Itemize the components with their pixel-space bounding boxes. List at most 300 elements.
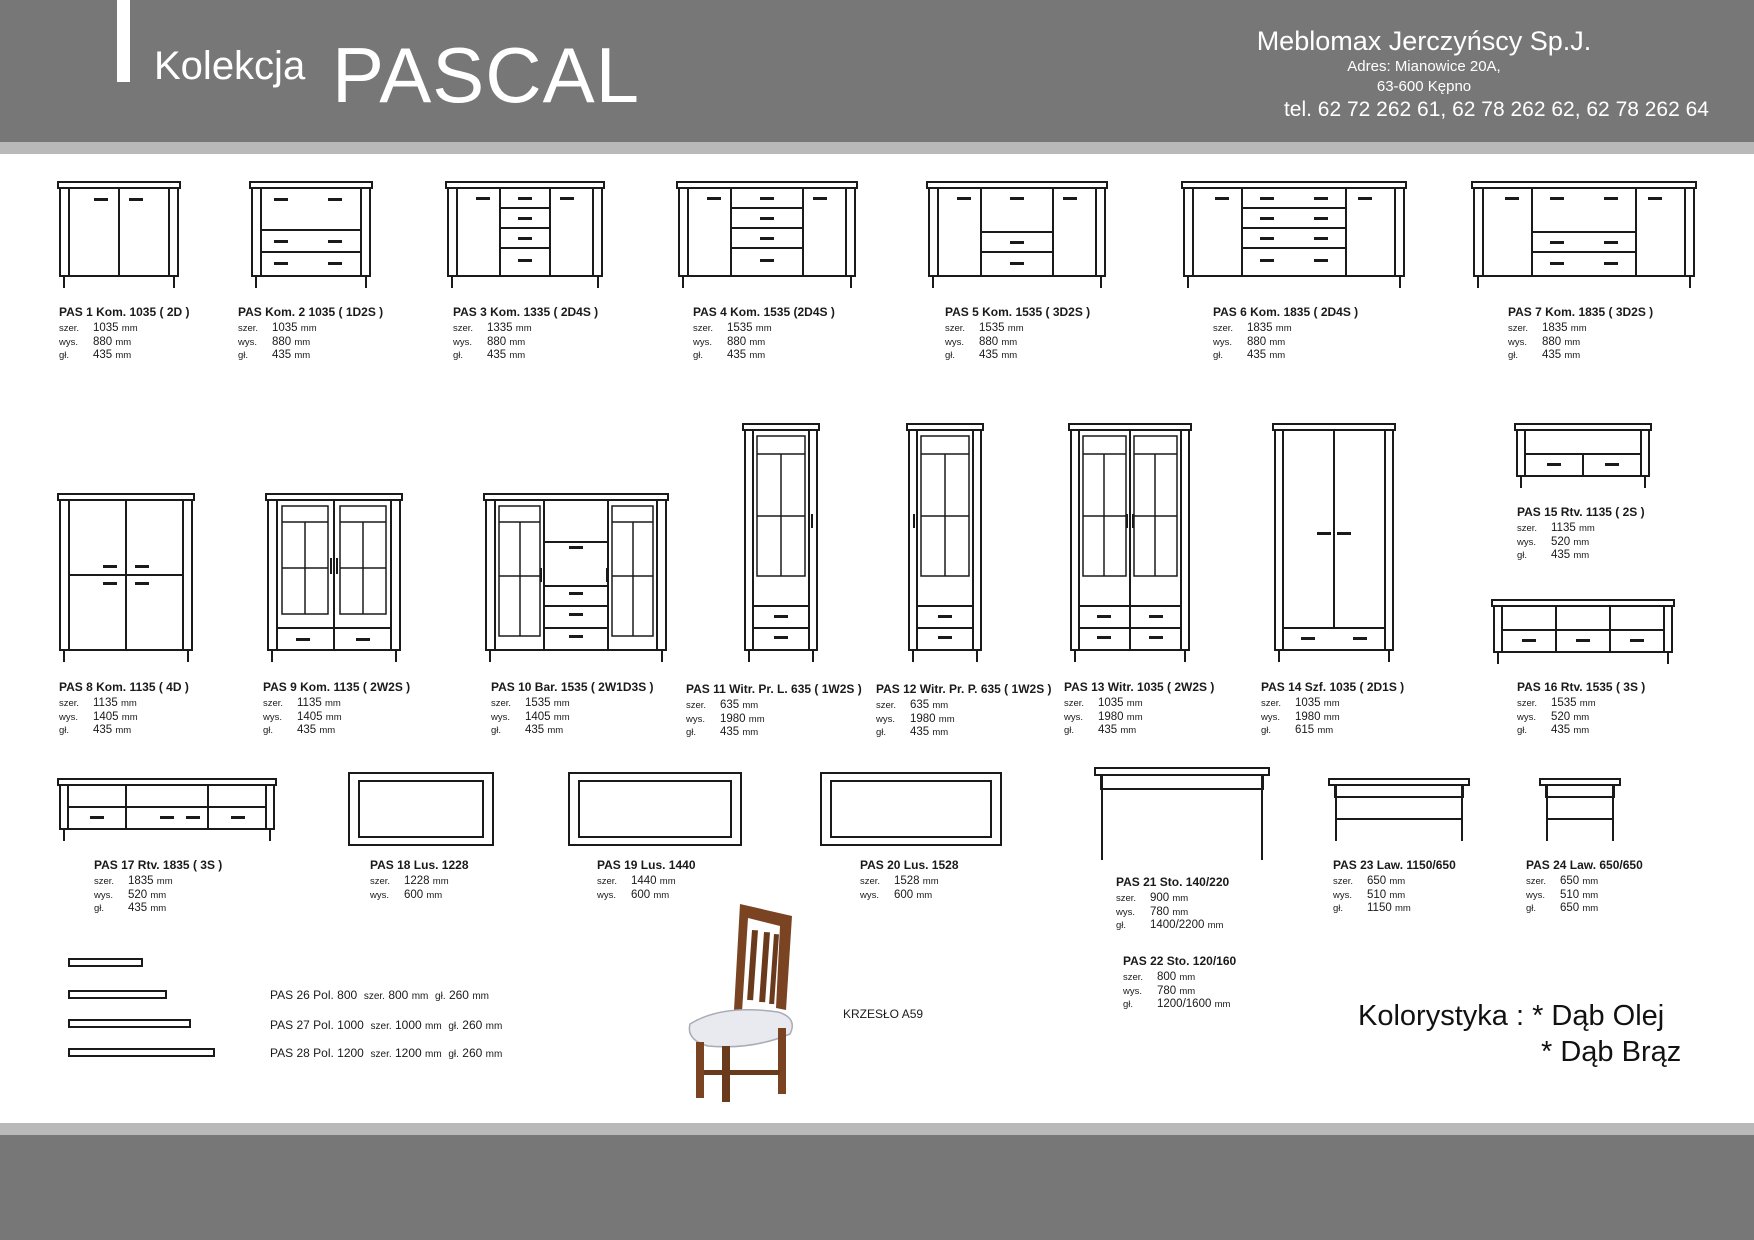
- spec-unit: mm: [324, 698, 341, 709]
- product-spec-w: [1508, 322, 1653, 336]
- shelf-27-name: PAS 27 Pol. 1000: [270, 1018, 364, 1032]
- product-name: PAS 11 Witr. Pr. L. 635 ( 1W2S ): [686, 682, 862, 696]
- spec-label: gł.: [263, 725, 274, 736]
- spec-label: wys.: [491, 711, 510, 723]
- product-caption: [1261, 681, 1404, 738]
- spec-value: 1535: [979, 322, 1005, 334]
- product-spec-d: [94, 902, 222, 916]
- spec-label: gł.: [1261, 725, 1272, 736]
- spec-label: szer.: [1213, 323, 1234, 334]
- footer-divider: [0, 1123, 1754, 1135]
- company-block: [1214, 26, 1634, 97]
- spec-value: 1535: [525, 697, 551, 709]
- product-spec-w: [1116, 892, 1229, 906]
- product-spec-w: [1123, 971, 1236, 985]
- shelf-27-w-label: szer.: [370, 1021, 392, 1032]
- spec-unit: mm: [1172, 893, 1189, 904]
- product-spec-w: [945, 322, 1090, 336]
- spec-value: 1135: [297, 697, 322, 709]
- shelf-26-caption: [270, 988, 489, 1002]
- spec-value: 435: [297, 724, 317, 736]
- spec-value: 520: [1551, 535, 1571, 548]
- spec-unit: mm: [1207, 920, 1224, 931]
- spec-unit: mm: [150, 889, 167, 901]
- spec-value: 880: [1247, 335, 1267, 348]
- spec-label: gł.: [1333, 903, 1344, 914]
- spec-value: 435: [720, 726, 740, 738]
- collection-title: PASCAL: [332, 31, 641, 119]
- product-caption: [876, 683, 1052, 740]
- pas10-drawing: [482, 492, 670, 664]
- spec-label: gł.: [1517, 550, 1528, 561]
- pas20-drawing: [819, 771, 1003, 847]
- spec-label: szer.: [860, 876, 881, 887]
- spec-value: 520: [128, 888, 148, 901]
- product-spec-h: [59, 711, 189, 725]
- product-name: PAS 15 Rtv. 1135 ( 2S ): [1517, 505, 1645, 519]
- spec-value: 880: [272, 335, 292, 348]
- spec-label: gł.: [876, 727, 887, 738]
- spec-value: 650: [1560, 902, 1580, 914]
- product-name: PAS 6 Kom. 1835 ( 2D4S ): [1213, 305, 1359, 319]
- shelf-800-drawing: [68, 958, 144, 968]
- product-spec-d: [59, 724, 189, 738]
- spec-unit: mm: [121, 323, 138, 334]
- product-caption: [453, 306, 598, 363]
- shelf-28-unit: mm: [425, 1049, 442, 1060]
- spec-value: 435: [1098, 724, 1118, 736]
- spec-label: szer.: [686, 700, 707, 711]
- pas2-drawing: [248, 180, 374, 290]
- spec-unit: mm: [553, 711, 570, 723]
- product-spec-w: [453, 322, 598, 336]
- spec-value: 600: [631, 888, 651, 901]
- spec-label: wys.: [263, 711, 282, 723]
- spec-value: 435: [727, 349, 747, 361]
- spec-value: 1135: [93, 697, 118, 709]
- spec-value: 1135: [1551, 522, 1576, 534]
- pas12-drawing: [905, 422, 985, 664]
- spec-unit: mm: [1582, 876, 1599, 887]
- spec-unit: mm: [1564, 350, 1581, 361]
- spec-unit: mm: [749, 350, 766, 361]
- pas16-drawing: [1490, 598, 1676, 666]
- shelf-27-caption: [270, 1018, 502, 1032]
- spec-label: wys.: [370, 889, 389, 901]
- spec-value: 1405: [93, 710, 119, 723]
- product-spec-h: [453, 336, 598, 350]
- product-caption: [1116, 876, 1229, 933]
- spec-value: 1400/2200: [1150, 919, 1205, 931]
- product-spec-h: [1517, 536, 1645, 550]
- spec-label: gł.: [1517, 725, 1528, 736]
- spec-unit: mm: [749, 336, 766, 348]
- spec-value: 900: [1150, 892, 1170, 904]
- spec-unit: mm: [932, 700, 949, 711]
- product-caption: [1508, 306, 1653, 363]
- shelf-27-d-label: gł.: [448, 1021, 459, 1032]
- shelf-26-unit2: mm: [472, 991, 489, 1002]
- spec-unit: mm: [1573, 711, 1590, 723]
- spec-label: wys.: [453, 336, 472, 348]
- spec-value: 1980: [720, 712, 746, 725]
- product-spec-h: [945, 336, 1090, 350]
- spec-label: gł.: [1526, 903, 1537, 914]
- spec-value: 1835: [1542, 322, 1568, 334]
- product-spec-h: [1261, 711, 1404, 725]
- spec-label: gł.: [59, 350, 70, 361]
- spec-label: szer.: [945, 323, 966, 334]
- spec-label: gł.: [693, 350, 704, 361]
- spec-unit: mm: [319, 725, 336, 736]
- spec-label: gł.: [238, 350, 249, 361]
- spec-value: 1035: [1295, 697, 1321, 709]
- product-caption: [491, 681, 654, 738]
- product-spec-d: [876, 726, 1052, 740]
- spec-value: 880: [727, 335, 747, 348]
- spec-value: 880: [487, 335, 507, 348]
- product-spec-d: [693, 349, 835, 363]
- spec-unit: mm: [509, 350, 526, 361]
- product-spec-w: [597, 875, 696, 889]
- spec-label: szer.: [1526, 876, 1547, 887]
- product-spec-h: [860, 889, 959, 903]
- spec-value: 800: [1157, 971, 1177, 983]
- product-spec-h: [1123, 985, 1236, 999]
- product-spec-w: [1526, 875, 1643, 889]
- spec-unit: mm: [1317, 725, 1334, 736]
- spec-label: szer.: [693, 323, 714, 334]
- product-name: PAS 8 Kom. 1135 ( 4D ): [59, 680, 189, 694]
- product-spec-h: [693, 336, 835, 350]
- spec-unit: mm: [294, 336, 311, 348]
- product-spec-d: [1261, 724, 1404, 738]
- product-name: PAS 23 Law. 1150/650: [1333, 858, 1456, 872]
- spec-label: gł.: [1123, 999, 1134, 1010]
- spec-label: szer.: [1517, 698, 1538, 709]
- spec-label: wys.: [1526, 889, 1545, 901]
- pas17-drawing: [56, 777, 278, 843]
- spec-value: 1980: [1295, 710, 1321, 723]
- product-name: PAS 20 Lus. 1528: [860, 858, 959, 872]
- spec-unit: mm: [300, 323, 317, 334]
- spec-unit: mm: [325, 711, 342, 723]
- product-spec-h: [1213, 336, 1358, 350]
- spec-value: 1150: [1367, 902, 1392, 914]
- spec-value: 1405: [525, 710, 551, 723]
- spec-unit: mm: [1126, 711, 1143, 723]
- product-spec-w: [693, 322, 835, 336]
- color-line-1: [1358, 998, 1681, 1034]
- spec-value: 1440: [631, 875, 657, 887]
- spec-unit: mm: [1001, 336, 1018, 348]
- product-spec-h: [876, 713, 1052, 727]
- spec-unit: mm: [1007, 323, 1024, 334]
- spec-label: wys.: [876, 713, 895, 725]
- spec-value: 1980: [1098, 710, 1124, 723]
- spec-unit: mm: [1172, 906, 1189, 918]
- product-spec-w: [1261, 697, 1404, 711]
- header-accent-bar: [117, 0, 130, 82]
- product-spec-h: [59, 336, 190, 350]
- spec-label: wys.: [1508, 336, 1527, 348]
- spec-unit: mm: [1126, 698, 1143, 709]
- spec-label: wys.: [597, 889, 616, 901]
- spec-value: 880: [1542, 335, 1562, 348]
- product-spec-w: [59, 322, 190, 336]
- spec-unit: mm: [1578, 523, 1595, 534]
- spec-label: wys.: [693, 336, 712, 348]
- spec-value: 1035: [93, 322, 119, 334]
- spec-unit: mm: [115, 350, 132, 361]
- spec-label: wys.: [94, 889, 113, 901]
- spec-unit: mm: [156, 876, 173, 887]
- spec-unit: mm: [922, 876, 939, 887]
- spec-unit: mm: [1275, 323, 1292, 334]
- spec-value: 1980: [910, 712, 936, 725]
- spec-label: gł.: [94, 903, 105, 914]
- spec-unit: mm: [1579, 698, 1596, 709]
- product-spec-d: [1064, 724, 1214, 738]
- spec-value: 435: [93, 724, 113, 736]
- pas19-drawing: [567, 771, 743, 847]
- pas24-drawing: [1538, 777, 1622, 843]
- product-caption: [94, 859, 222, 916]
- product-name: PAS 24 Law. 650/650: [1526, 858, 1643, 872]
- shelf-26-w: 800: [388, 988, 409, 1002]
- product-spec-w: [876, 699, 1052, 713]
- product-spec-h: [1508, 336, 1653, 350]
- spec-label: gł.: [491, 725, 502, 736]
- product-caption: [597, 859, 696, 902]
- spec-unit: mm: [1120, 725, 1137, 736]
- spec-unit: mm: [1570, 323, 1587, 334]
- product-name: PAS 16 Rtv. 1535 ( 3S ): [1517, 680, 1646, 694]
- product-spec-d: [1517, 549, 1645, 563]
- spec-unit: mm: [515, 323, 532, 334]
- spec-label: gł.: [945, 350, 956, 361]
- shelf-28-w: 1200: [394, 1046, 422, 1060]
- product-spec-w: [238, 322, 383, 336]
- spec-value: 435: [1247, 349, 1267, 361]
- spec-label: gł.: [686, 727, 697, 738]
- product-spec-w: [686, 699, 862, 713]
- color-label: Kolorystyka :: [1358, 1000, 1524, 1032]
- spec-unit: mm: [509, 336, 526, 348]
- spec-label: szer.: [491, 698, 512, 709]
- spec-label: szer.: [263, 698, 284, 709]
- product-spec-d: [453, 349, 598, 363]
- product-caption: [945, 306, 1090, 363]
- spec-label: wys.: [1123, 985, 1142, 997]
- spec-label: gł.: [1064, 725, 1075, 736]
- spec-label: szer.: [876, 700, 897, 711]
- shelf-26-name: PAS 26 Pol. 800: [270, 988, 358, 1002]
- product-caption: [1517, 506, 1645, 563]
- product-name: PAS Kom. 2 1035 ( 1D2S ): [238, 305, 384, 319]
- pas9-drawing: [264, 492, 404, 664]
- product-name: PAS 18 Lus. 1228: [370, 858, 469, 872]
- product-name: PAS 9 Kom. 1135 ( 2W2S ): [263, 680, 411, 694]
- spec-label: szer.: [370, 876, 391, 887]
- pas11-drawing: [741, 422, 821, 664]
- spec-unit: mm: [115, 336, 132, 348]
- product-spec-w: [94, 875, 222, 889]
- pas4-drawing: [675, 180, 859, 290]
- shelf-28-caption: [270, 1046, 502, 1060]
- product-spec-w: [1213, 322, 1358, 336]
- spec-label: wys.: [1333, 889, 1352, 901]
- spec-label: szer.: [1064, 698, 1085, 709]
- spec-value: 1535: [1551, 697, 1577, 709]
- spec-unit: mm: [1323, 698, 1340, 709]
- spec-label: wys.: [1517, 711, 1536, 723]
- shelf-28-w-label: szer.: [370, 1049, 392, 1060]
- product-spec-h: [1333, 889, 1456, 903]
- chair-image: [682, 900, 814, 1104]
- product-spec-w: [1517, 522, 1645, 536]
- spec-unit: mm: [1582, 889, 1599, 901]
- product-spec-d: [1517, 724, 1645, 738]
- spec-unit: mm: [755, 323, 772, 334]
- product-spec-h: [491, 711, 654, 725]
- spec-unit: mm: [1001, 350, 1018, 361]
- spec-value: 650: [1560, 875, 1580, 887]
- shelf-26-w-label: szer.: [363, 991, 385, 1002]
- spec-value: 435: [979, 349, 999, 361]
- pas18-drawing: [347, 771, 495, 847]
- spec-value: 780: [1157, 984, 1177, 997]
- spec-unit: mm: [1582, 903, 1599, 914]
- shelf-28-d-label: gł.: [448, 1049, 459, 1060]
- spec-unit: mm: [1179, 972, 1196, 983]
- product-spec-w: [491, 697, 654, 711]
- spec-label: gł.: [59, 725, 70, 736]
- shelf-27-w: 1000: [394, 1018, 422, 1032]
- spec-unit: mm: [1269, 350, 1286, 361]
- color-oak-oil: * Dąb Olej: [1532, 1000, 1665, 1032]
- spec-value: 880: [979, 335, 999, 348]
- spec-value: 435: [1542, 349, 1562, 361]
- product-spec-d: [59, 349, 190, 363]
- spec-label: gł.: [1213, 350, 1224, 361]
- spec-value: 510: [1560, 888, 1580, 901]
- spec-value: 635: [720, 699, 740, 711]
- spec-value: 1405: [297, 710, 323, 723]
- spec-unit: mm: [742, 700, 759, 711]
- spec-label: wys.: [860, 889, 879, 901]
- spec-label: szer.: [94, 876, 115, 887]
- shelf-27-d: 260: [462, 1018, 483, 1032]
- spec-label: szer.: [1517, 523, 1538, 534]
- spec-unit: mm: [748, 713, 765, 725]
- product-caption: [1213, 306, 1358, 363]
- product-caption: [1123, 955, 1236, 1012]
- spec-label: gł.: [1508, 350, 1519, 361]
- spec-label: wys.: [1261, 711, 1280, 723]
- spec-value: 1335: [487, 322, 513, 334]
- product-caption: [370, 859, 469, 902]
- pas13-drawing: [1067, 422, 1193, 664]
- product-spec-w: [1333, 875, 1456, 889]
- spec-value: 435: [128, 902, 148, 914]
- product-spec-h: [1517, 711, 1645, 725]
- product-spec-w: [860, 875, 959, 889]
- product-spec-d: [263, 724, 410, 738]
- pas15-drawing: [1513, 422, 1653, 490]
- spec-label: szer.: [59, 698, 80, 709]
- product-spec-w: [59, 697, 189, 711]
- spec-unit: mm: [432, 876, 449, 887]
- shelf-27-unit2: mm: [485, 1021, 503, 1032]
- spec-value: 435: [272, 349, 292, 361]
- spec-label: wys.: [59, 711, 78, 723]
- shelf-28-unit2: mm: [485, 1049, 503, 1060]
- product-spec-h: [94, 889, 222, 903]
- spec-value: 1035: [1098, 697, 1124, 709]
- pas8-drawing: [56, 492, 196, 664]
- shelf-1200-drawing: [68, 1048, 216, 1058]
- spec-value: 1200/1600: [1157, 998, 1212, 1010]
- product-spec-d: [1116, 919, 1229, 933]
- product-name: PAS 3 Kom. 1335 ( 2D4S ): [453, 305, 599, 319]
- product-spec-w: [1064, 697, 1214, 711]
- product-spec-w: [263, 697, 410, 711]
- shelf-1000-drawing: [68, 990, 168, 1000]
- spec-label: gł.: [1116, 920, 1127, 931]
- spec-unit: mm: [1389, 876, 1406, 887]
- spec-label: szer.: [1123, 972, 1144, 983]
- color-options: [1358, 998, 1681, 1070]
- spec-value: 435: [525, 724, 545, 736]
- spec-label: szer.: [59, 323, 80, 334]
- spec-label: wys.: [1064, 711, 1083, 723]
- spec-value: 435: [1551, 549, 1571, 561]
- spec-label: wys.: [59, 336, 78, 348]
- spec-value: 615: [1295, 724, 1315, 736]
- spec-value: 1835: [128, 875, 154, 887]
- product-name: PAS 21 Sto. 140/220: [1116, 875, 1230, 889]
- product-spec-h: [1526, 889, 1643, 903]
- product-name: PAS 5 Kom. 1535 ( 3D2S ): [945, 305, 1091, 319]
- pas23-drawing: [1327, 777, 1471, 843]
- pas7-drawing: [1470, 180, 1698, 290]
- product-caption: [1064, 681, 1214, 738]
- spec-unit: mm: [742, 727, 759, 738]
- spec-value: 880: [93, 335, 113, 348]
- product-spec-d: [491, 724, 654, 738]
- product-name: PAS 1 Kom. 1035 ( 2D ): [59, 305, 190, 319]
- product-caption: [1526, 859, 1643, 916]
- color-oak-brown: * Dąb Brąz: [1541, 1036, 1682, 1068]
- spec-label: wys.: [1213, 336, 1232, 348]
- product-spec-d: [238, 349, 383, 363]
- product-caption: [860, 859, 959, 902]
- spec-value: 1535: [727, 322, 753, 334]
- spec-label: wys.: [238, 336, 257, 348]
- product-spec-h: [686, 713, 862, 727]
- spec-value: 1228: [404, 875, 430, 887]
- spec-unit: mm: [1389, 889, 1406, 901]
- spec-value: 1835: [1247, 322, 1273, 334]
- spec-value: 435: [910, 726, 930, 738]
- product-spec-d: [945, 349, 1090, 363]
- spec-unit: mm: [547, 725, 564, 736]
- product-spec-d: [1213, 349, 1358, 363]
- product-name: PAS 12 Witr. Pr. P. 635 ( 1W2S ): [876, 682, 1052, 696]
- spec-value: 600: [894, 888, 914, 901]
- spec-unit: mm: [115, 725, 132, 736]
